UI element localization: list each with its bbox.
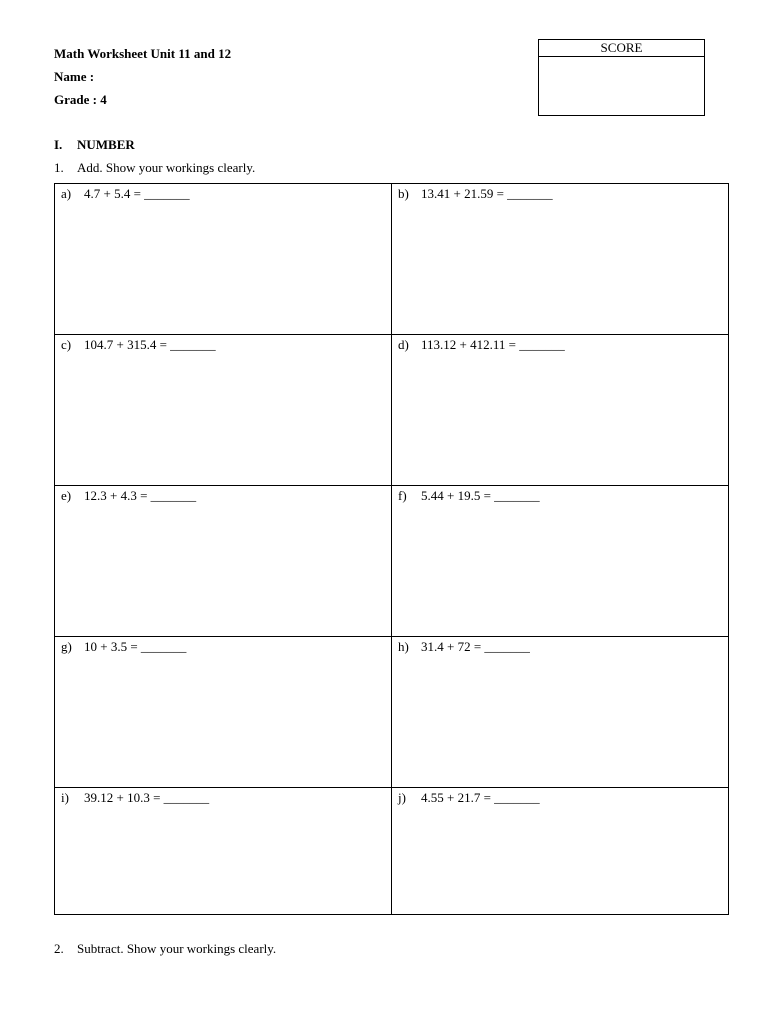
problem-letter: j) — [398, 790, 406, 805]
problem-letter: d) — [398, 337, 409, 352]
problem-a — [55, 184, 391, 202]
score-label: SCORE — [539, 40, 704, 57]
problem-expression: 39.12 + 10.3 = _______ — [84, 790, 210, 805]
problem-letter: g) — [61, 639, 72, 654]
problem-cell-b[interactable] — [392, 184, 729, 335]
table-row — [55, 788, 729, 915]
section-heading — [54, 137, 135, 153]
problem-letter: b) — [398, 186, 409, 201]
problem-cell-a[interactable] — [55, 184, 392, 335]
addition-problems-table — [54, 183, 729, 915]
question-text: Subtract. Show your workings clearly. — [77, 941, 277, 956]
problem-letter: h) — [398, 639, 409, 654]
problem-cell-e[interactable] — [55, 486, 392, 637]
table-row — [55, 335, 729, 486]
problem-cell-f[interactable] — [392, 486, 729, 637]
name-label: Name : — [54, 69, 95, 84]
problem-expression: 4.7 + 5.4 = _______ — [84, 186, 190, 201]
problem-letter: c) — [61, 337, 72, 352]
problem-f — [392, 486, 728, 504]
problem-letter: e) — [61, 488, 72, 503]
problem-g — [55, 637, 391, 655]
problem-letter: f) — [398, 488, 407, 503]
problem-expression: 4.55 + 21.7 = _______ — [421, 790, 540, 805]
problem-expression: 104.7 + 315.4 = _______ — [84, 337, 216, 352]
score-box — [538, 39, 705, 116]
problem-expression: 5.44 + 19.5 = _______ — [421, 488, 540, 503]
section-title: NUMBER — [77, 137, 135, 152]
problem-expression: 12.3 + 4.3 = _______ — [84, 488, 197, 503]
problem-c — [55, 335, 391, 353]
problem-d — [392, 335, 728, 353]
problem-expression: 10 + 3.5 = _______ — [84, 639, 187, 654]
problem-cell-h[interactable] — [392, 637, 729, 788]
table-row — [55, 486, 729, 637]
table-row — [55, 184, 729, 335]
problem-cell-j[interactable] — [392, 788, 729, 915]
problem-letter: i) — [61, 790, 69, 805]
worksheet-title: Math Worksheet Unit 11 and 12 — [54, 46, 232, 61]
section-number: I. — [54, 137, 63, 152]
problem-b — [392, 184, 728, 202]
question-text: Add. Show your workings clearly. — [77, 160, 256, 175]
problem-expression: 13.41 + 21.59 = _______ — [421, 186, 553, 201]
grade-label: Grade : 4 — [54, 92, 107, 107]
problem-i — [55, 788, 391, 806]
problem-cell-c[interactable] — [55, 335, 392, 486]
problem-expression: 31.4 + 72 = _______ — [421, 639, 530, 654]
problem-j — [392, 788, 728, 806]
question-2 — [54, 941, 276, 957]
problem-cell-g[interactable] — [55, 637, 392, 788]
problem-expression: 113.12 + 412.11 = _______ — [421, 337, 565, 352]
question-1 — [54, 160, 255, 176]
problem-letter: a) — [61, 186, 72, 201]
question-number: 1. — [54, 160, 64, 175]
table-row — [55, 637, 729, 788]
problem-h — [392, 637, 728, 655]
problem-cell-d[interactable] — [392, 335, 729, 486]
problem-cell-i[interactable] — [55, 788, 392, 915]
problem-e — [55, 486, 391, 504]
question-number: 2. — [54, 941, 64, 956]
